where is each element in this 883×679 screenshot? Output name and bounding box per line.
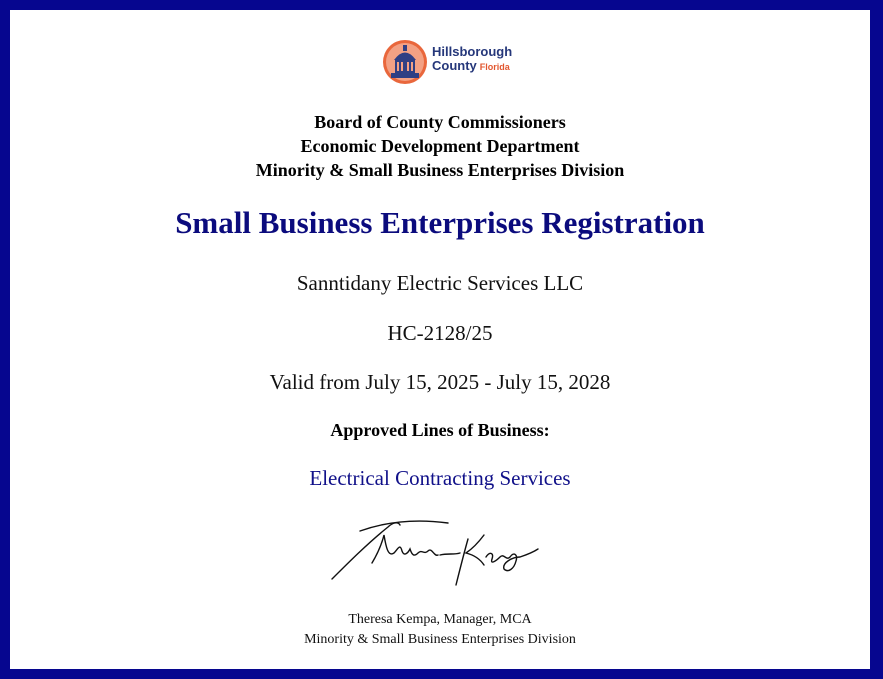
lines-of-business-value: Electrical Contracting Services [309, 466, 571, 490]
company-name: Sanntidany Electric Services LLC [296, 271, 584, 295]
signatory-block [10, 610, 870, 650]
logo-wordmark [432, 45, 512, 74]
signatory-division: Minority & Small Business Enterprises Division [304, 632, 576, 647]
logo-line-hillsborough: Hillsborough [432, 44, 513, 59]
signature [328, 513, 548, 593]
header-division: Minority & Small Business Enterprises Division [255, 160, 625, 180]
logo-line-county: County [432, 58, 477, 73]
header-department: Economic Development Department [300, 136, 580, 156]
registration-number: HC-2128/25 [387, 321, 493, 345]
validity-period: Valid from July 15, 2025 - July 15, 2028 [269, 370, 611, 394]
header-block [10, 110, 870, 182]
county-logo [382, 39, 522, 99]
certificate-page [10, 10, 870, 669]
county-courthouse-seal-icon [382, 39, 428, 85]
certificate-title: Small Business Enterprises Registration [175, 205, 705, 240]
signatory-name-title: Theresa Kempa, Manager, MCA [348, 612, 532, 627]
logo-line-florida: Florida [479, 62, 510, 72]
lines-of-business-label: Approved Lines of Business: [330, 420, 550, 440]
header-board: Board of County Commissioners [314, 112, 566, 132]
